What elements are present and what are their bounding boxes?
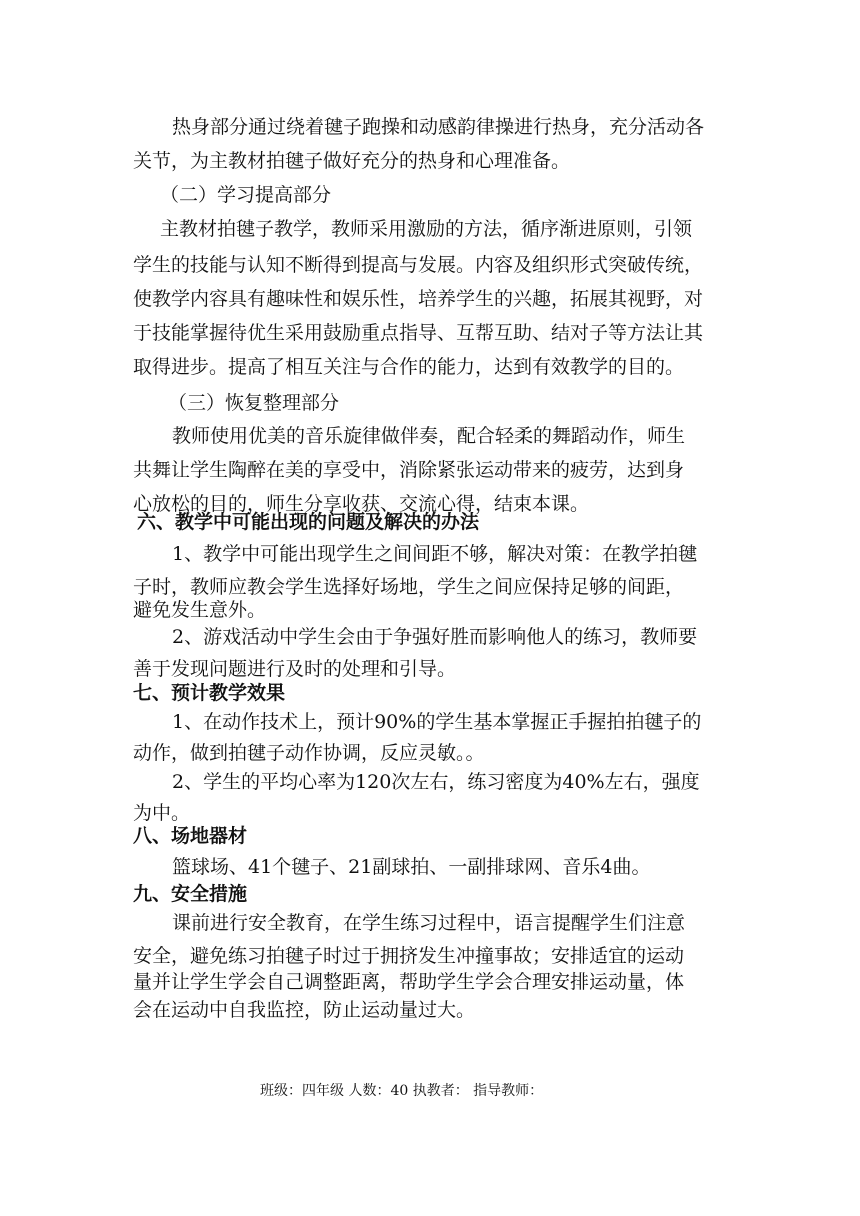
text-line: 教师使用优美的音乐旋律做伴奏，配合轻柔的舞蹈动作，师生 — [172, 425, 686, 447]
section-heading: 七、预计教学效果 — [133, 682, 286, 704]
text-line: 学生的技能与认知不断得到提高与发展。内容及组织形式突破传统， — [133, 254, 704, 276]
text-line: 1、在动作技术上，预计90%的学生基本掌握正手握拍拍毽子的 — [172, 711, 702, 733]
text-line: 善于发现问题进行及时的处理和引导。 — [133, 658, 457, 680]
text-line: 子时，教师应教会学生选择好场地，学生之间应保持足够的间距， — [133, 576, 685, 598]
text-line: 量并让学生学会自己调整距离，帮助学生学会合理安排运动量，体 — [133, 971, 685, 993]
section-subheading: （三）恢复整理部分 — [168, 392, 340, 414]
page-footer: 班级：四年级 人数：40 执教者： 指导教师： — [260, 1083, 544, 1099]
text-line: 课前进行安全教育，在学生练习过程中，语言提醒学生们注意 — [172, 912, 686, 934]
text-line: 取得进步。提高了相互关注与合作的能力，达到有效教学的目的。 — [133, 356, 685, 378]
text-line: 主教材拍毽子教学，教师采用激励的方法，循序渐进原则，引领 — [160, 218, 693, 240]
text-line: 心放松的目的，师生分享收获、交流心得，结束本课。 — [133, 493, 590, 515]
text-line: 于技能掌握待优生采用鼓励重点指导、互帮互助、结对子等方法让其 — [133, 322, 704, 344]
text-line: 使教学内容具有趣味性和娱乐性，培养学生的兴趣，拓展其视野，对 — [133, 288, 704, 310]
section-heading: 九、安全措施 — [133, 883, 248, 905]
text-line: 会在运动中自我监控，防止运动量过大。 — [133, 999, 476, 1021]
text-line: 篮球场、41个毽子、21副球拍、一副排球网、音乐4曲。 — [172, 856, 651, 878]
text-line: 动作，做到拍毽子动作协调，反应灵敏。。 — [133, 742, 485, 764]
text-line: 热身部分通过绕着毽子跑操和动感韵律操进行热身，充分活动各 — [172, 116, 705, 138]
text-line: 为中。 — [133, 802, 191, 824]
text-line: 避免发生意外。 — [133, 599, 267, 621]
section-heading: 六、教学中可能出现的问题及解决的办法 — [137, 511, 480, 533]
section-subheading: （二）学习提高部分 — [160, 184, 332, 206]
text-line: 2、学生的平均心率为120次左右，练习密度为40%左右，强度 — [172, 771, 700, 793]
text-line: 1、教学中可能出现学生之间间距不够，解决对策：在教学拍毽 — [172, 543, 698, 565]
text-line: 共舞让学生陶醉在美的享受中，消除紧张运动带来的疲劳，达到身 — [133, 459, 685, 481]
text-line: 关节，为主教材拍毽子做好充分的热身和心理准备。 — [133, 150, 571, 172]
text-line: 2、游戏活动中学生会由于争强好胜而影响他人的练习，教师要 — [172, 626, 698, 648]
section-heading: 八、场地器材 — [133, 825, 248, 847]
text-line: 安全，避免练习拍毽子时过于拥挤发生冲撞事故；安排适宜的运动 — [133, 945, 685, 967]
